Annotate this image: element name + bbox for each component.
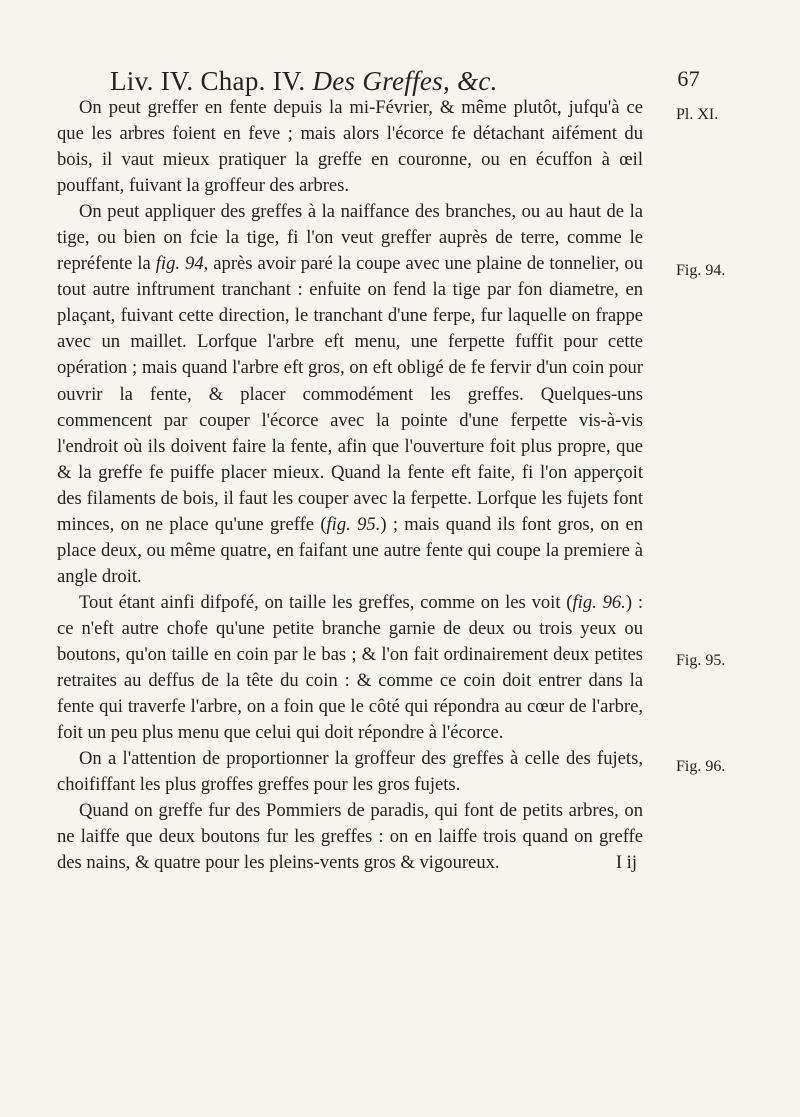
- running-title: [110, 66, 498, 97]
- paragraph-text: On peut appliquer des greffes à la naiffance des branches, ou au haut de la tige, ou bien on fcie la tige, fi l'on veut greffer auprès de terre, comme le repréfente la: [57, 201, 643, 275]
- paragraph-4: [57, 746, 643, 798]
- paragraph-text: ) ; mais quand ils font gros, on en place deux, ou même quatre, en faifant une autre fente qui coupe la premiere à angle droit.: [57, 513, 643, 587]
- paragraph-text: Quand on greffe fur des Pommiers de paradis, qui font de petits arbres, on ne laiffe que deux boutons fur les greffes : on en laiffe trois quand on greffe des nains, & quatre pour les pleins-vents gros & vigoureux.: [57, 800, 643, 874]
- paragraph-text: , après avoir paré la coupe avec une plaine de tonnelier, ou tout autre inftrument tranchant : enfuite on fend la tige par fon diametre, en plaçant, fuivant cette direction, le tranchant d'une ferpe, fur laquelle on frappe avec un maillet. Lorfque l'arbre eft menu, une ferpette fuffit pour cette opération ; mais quand l'arbre eft gros, on eft obligé de fe fervir d'un coin pour ouvrir la fente, & placer commodément les greffes. Quelques-uns commencent par couper l'écorce avec la pointe d'une ferpette vis-à-vis l'endroit où ils doivent faire la fente, afin que l'ouverture foit plus propre, que & la greffe fe puiffe placer mieux. Quand la fente eft faite, fi l'on apperçoit des filaments de bois, il faut les couper avec la ferpette. Lorfque les fujets font minces, on ne place qu'une greffe (: [57, 253, 643, 535]
- figure-reference: fig.: [572, 591, 597, 613]
- signature-mark: I ij: [615, 852, 637, 874]
- body-text: [57, 95, 643, 876]
- margin-note-fig-96: Fig. 96.: [676, 758, 726, 775]
- figure-number: 94: [180, 253, 204, 275]
- figure-number: 95.: [350, 513, 381, 535]
- chapter-title: Des Greffes, &c.: [312, 66, 498, 96]
- paragraph-3: [57, 590, 643, 746]
- page-number: 67: [677, 66, 700, 91]
- paragraph-1: [57, 95, 643, 199]
- paragraph-text: Tout étant ainfi difpofé, on taille les greffes, comme on les voit (: [79, 591, 573, 613]
- paragraph-2: [57, 199, 643, 590]
- margin-note-fig-95: Fig. 95.: [676, 652, 726, 669]
- book-chapter: Liv. IV. Chap. IV.: [110, 66, 306, 96]
- paragraph-text: On peut greffer en fente depuis la mi-Février, & même plutôt, jufqu'à ce que les arbres foient en feve ; mais alors l'écorce fe détachant aifément du bois, il vaut mieux pratiquer la greffe en couronne, ou en écuffon à œil pouffant, fuivant la groffeur des arbres.: [57, 97, 643, 197]
- paragraph-5: [57, 798, 643, 876]
- paragraph-text: On a l'attention de proportionner la groffeur des greffes à celle des fujets, choififfant les plus groffes greffes pour les gros fujets.: [57, 748, 643, 796]
- figure-reference: fig.: [326, 513, 351, 535]
- paragraph-text: ) : ce n'eft autre chofe qu'une petite branche garnie de deux ou trois yeux ou boutons, qu'on taille en coin par le bas ; & l'on fait ordinairement deux petites retraites au deffus de la tête du coin : & comme ce coin doit entrer dans la fente qui traverfe l'arbre, on a foin que le côté qui répondra au cœur de l'arbre, foit un peu plus menu que celui qui doit répondre à l'écorce.: [57, 591, 644, 744]
- figure-reference: fig.: [155, 253, 181, 275]
- margin-note-plate: Pl. XI.: [676, 106, 719, 123]
- figure-number: 96.: [596, 591, 626, 613]
- margin-note-fig-94: Fig. 94.: [676, 262, 726, 279]
